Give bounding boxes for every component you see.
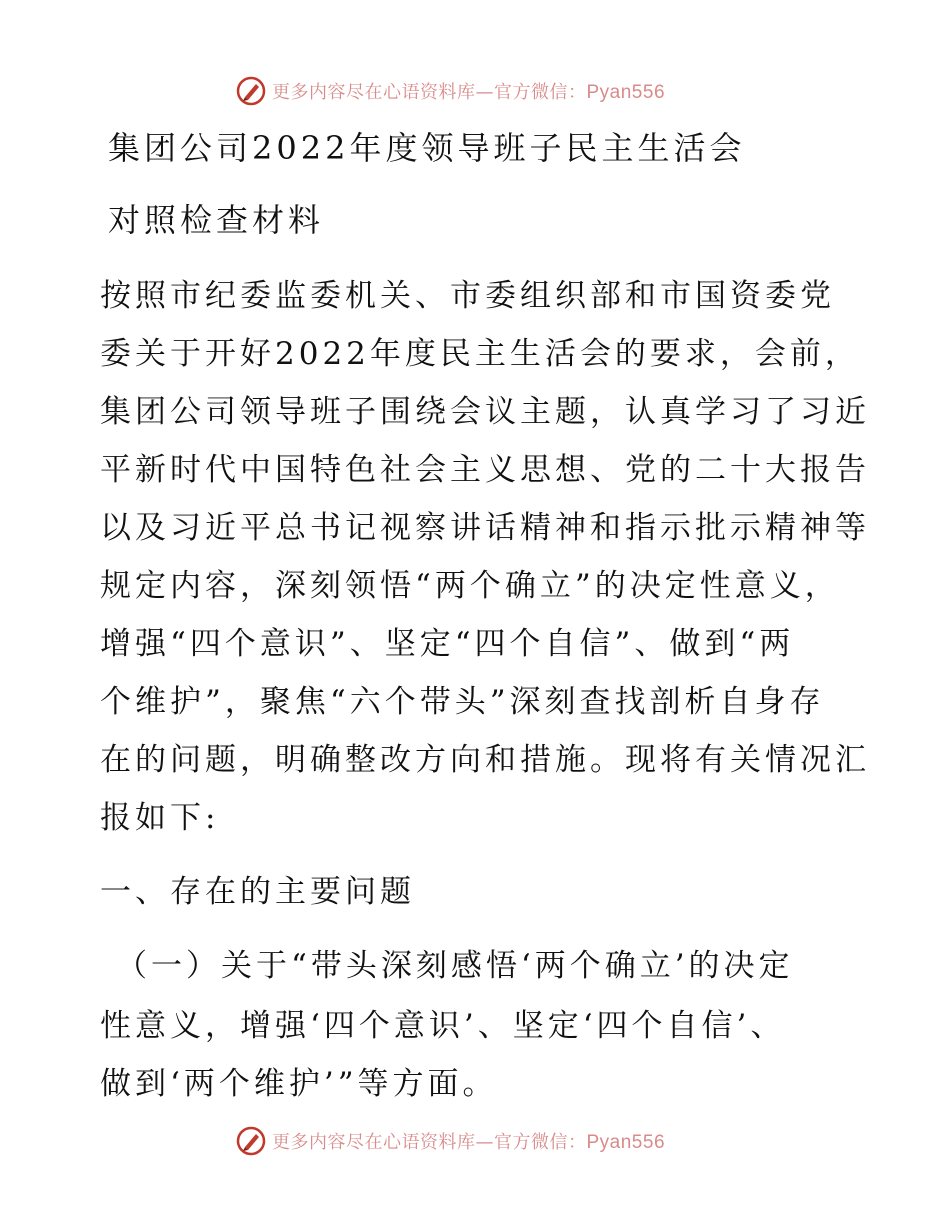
intro-line: 个维护”，聚焦“六个带头”深刻查找剖析自身存 <box>100 684 825 720</box>
intro-line: 平新时代中国特色社会主义思想、党的二十大报告 <box>100 452 870 488</box>
pen-logo-icon <box>236 76 266 106</box>
footer-watermark <box>236 1124 665 1158</box>
watermark-handle: Pyan556 <box>586 82 666 103</box>
intro-line: 委关于开好2022年度民主生活会的要求，会前， <box>100 336 860 372</box>
watermark-handle: Pyan556 <box>586 1132 666 1153</box>
intro-line: 报如下: <box>100 800 220 836</box>
subsection-line: 做到‘两个维护’”等方面。 <box>100 1066 498 1102</box>
pen-logo-icon <box>236 1126 266 1156</box>
intro-line: 以及习近平总书记视察讲话精神和指示批示精神等 <box>100 510 870 546</box>
watermark-text: 更多内容尽在心语资料库—官方微信：Pyan556 <box>272 82 666 103</box>
intro-line: 在的问题，明确整改方向和措施。现将有关情况汇 <box>100 742 870 778</box>
doc-title-line-2: 对照检查材料 <box>108 201 325 239</box>
watermark-text: 更多内容尽在心语资料库—官方微信：Pyan556 <box>272 1132 666 1153</box>
section-heading: 一、存在的主要问题 <box>100 874 415 910</box>
doc-title-line-1: 集团公司2022年度领导班子民主生活会 <box>108 129 746 167</box>
header-watermark <box>236 74 665 108</box>
subsection-line: （一）关于“带头深刻感悟‘两个确立’的决定 <box>116 948 794 984</box>
intro-line: 按照市纪委监委机关、市委组织部和市国资委党 <box>100 278 835 314</box>
intro-line: 增强“四个意识”、坚定“四个自信”、做到“两 <box>100 626 795 662</box>
subsection-line: 性意义，增强‘四个意识’、坚定‘四个自信’、 <box>100 1008 786 1044</box>
intro-line: 集团公司领导班子围绕会议主题，认真学习了习近 <box>100 394 870 430</box>
intro-line: 规定内容，深刻领悟“两个确立”的决定性意义， <box>100 568 840 604</box>
